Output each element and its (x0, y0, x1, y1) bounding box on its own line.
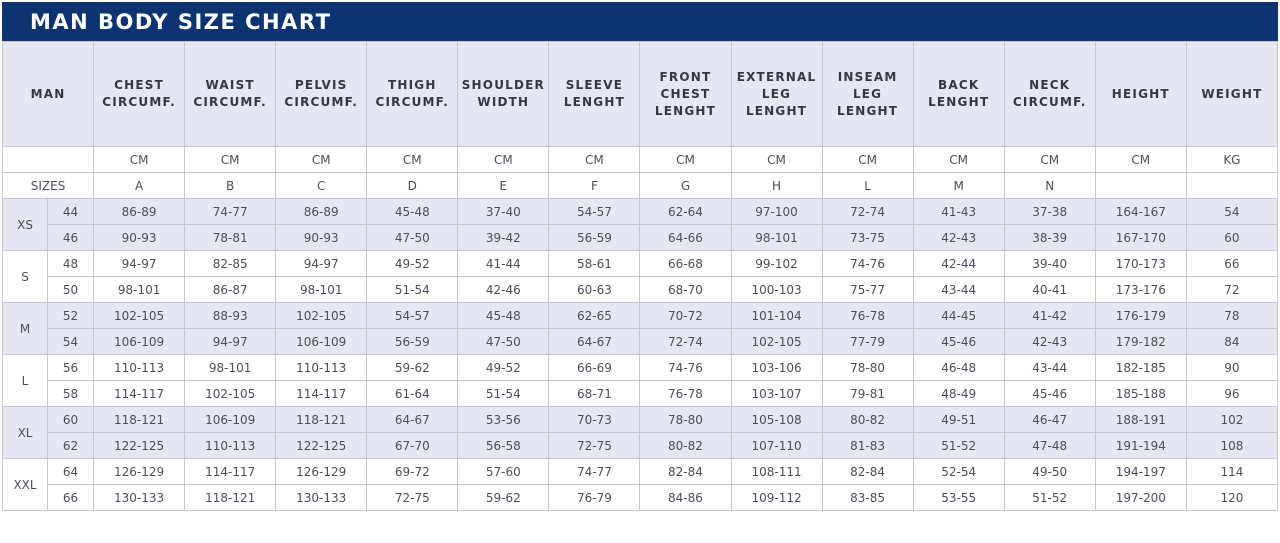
sizes-label: SIZES (3, 173, 94, 199)
value-cell: 54-57 (549, 199, 640, 225)
value-cell: 102-105 (276, 303, 367, 329)
value-cell: 44-45 (913, 303, 1004, 329)
unit-cell: CM (276, 147, 367, 173)
value-cell: 43-44 (913, 277, 1004, 303)
value-cell: 77-79 (822, 329, 913, 355)
table-row (3, 459, 1278, 485)
size-number-cell: 62 (48, 433, 94, 459)
value-cell: 57-60 (458, 459, 549, 485)
size-chart-table (2, 41, 1278, 511)
value-cell: 59-62 (367, 355, 458, 381)
unit-cell: KG (1186, 147, 1277, 173)
table-row (3, 225, 1278, 251)
letter-cell: H (731, 173, 822, 199)
value-cell: 118-121 (94, 407, 185, 433)
value-cell: 126-129 (276, 459, 367, 485)
value-cell: 82-84 (640, 459, 731, 485)
value-cell: 96 (1186, 381, 1277, 407)
value-cell: 47-50 (367, 225, 458, 251)
page-title: MAN BODY SIZE CHART (30, 10, 332, 34)
size-label-xl: XL (3, 407, 48, 459)
value-cell: 48-49 (913, 381, 1004, 407)
value-cell: 99-102 (731, 251, 822, 277)
value-cell: 173-176 (1095, 277, 1186, 303)
value-cell: 74-77 (549, 459, 640, 485)
column-header: SHOULDER WIDTH (458, 42, 549, 147)
value-cell: 103-106 (731, 355, 822, 381)
value-cell: 43-44 (1004, 355, 1095, 381)
value-cell: 130-133 (94, 485, 185, 511)
value-cell: 110-113 (94, 355, 185, 381)
value-cell: 47-50 (458, 329, 549, 355)
value-cell: 191-194 (1095, 433, 1186, 459)
value-cell: 42-43 (913, 225, 1004, 251)
value-cell: 122-125 (276, 433, 367, 459)
value-cell: 41-42 (1004, 303, 1095, 329)
size-number-cell: 46 (48, 225, 94, 251)
value-cell: 60-63 (549, 277, 640, 303)
value-cell: 49-50 (1004, 459, 1095, 485)
value-cell: 45-46 (913, 329, 1004, 355)
column-header: EXTERNAL LEG LENGHT (731, 42, 822, 147)
value-cell: 108 (1186, 433, 1277, 459)
table-row (3, 485, 1278, 511)
value-cell: 75-77 (822, 277, 913, 303)
column-header: BACK LENGHT (913, 42, 1004, 147)
value-cell: 39-40 (1004, 251, 1095, 277)
letter-cell: B (185, 173, 276, 199)
size-label-s: S (3, 251, 48, 303)
value-cell: 49-52 (367, 251, 458, 277)
value-cell: 66-69 (549, 355, 640, 381)
value-cell: 76-78 (822, 303, 913, 329)
value-cell: 114-117 (94, 381, 185, 407)
value-cell: 164-167 (1095, 199, 1186, 225)
letter-cell (1095, 173, 1186, 199)
value-cell: 74-76 (822, 251, 913, 277)
value-cell: 73-75 (822, 225, 913, 251)
value-cell: 102 (1186, 407, 1277, 433)
column-header: SLEEVE LENGHT (549, 42, 640, 147)
value-cell: 101-104 (731, 303, 822, 329)
value-cell: 47-48 (1004, 433, 1095, 459)
value-cell: 66 (1186, 251, 1277, 277)
value-cell: 86-89 (94, 199, 185, 225)
table-row (3, 355, 1278, 381)
size-number-cell: 64 (48, 459, 94, 485)
value-cell: 74-77 (185, 199, 276, 225)
size-label-xs: XS (3, 199, 48, 251)
value-cell: 45-48 (367, 199, 458, 225)
value-cell: 94-97 (94, 251, 185, 277)
value-cell: 167-170 (1095, 225, 1186, 251)
value-cell: 110-113 (185, 433, 276, 459)
size-number-cell: 44 (48, 199, 94, 225)
value-cell: 94-97 (276, 251, 367, 277)
value-cell: 72-75 (367, 485, 458, 511)
value-cell: 106-109 (94, 329, 185, 355)
value-cell: 74-76 (640, 355, 731, 381)
column-header: PELVIS CIRCUMF. (276, 42, 367, 147)
value-cell: 51-54 (367, 277, 458, 303)
value-cell: 84 (1186, 329, 1277, 355)
value-cell: 82-85 (185, 251, 276, 277)
column-header: HEIGHT (1095, 42, 1186, 147)
value-cell: 176-179 (1095, 303, 1186, 329)
letter-cell: G (640, 173, 731, 199)
column-header: FRONT CHEST LENGHT (640, 42, 731, 147)
value-cell: 194-197 (1095, 459, 1186, 485)
value-cell: 114 (1186, 459, 1277, 485)
value-cell: 78-81 (185, 225, 276, 251)
value-cell: 82-84 (822, 459, 913, 485)
value-cell: 105-108 (731, 407, 822, 433)
value-cell: 118-121 (276, 407, 367, 433)
value-cell: 41-43 (913, 199, 1004, 225)
value-cell: 179-182 (1095, 329, 1186, 355)
value-cell: 40-41 (1004, 277, 1095, 303)
value-cell: 52-54 (913, 459, 1004, 485)
unit-cell: CM (185, 147, 276, 173)
value-cell: 72-74 (640, 329, 731, 355)
value-cell: 94-97 (185, 329, 276, 355)
value-cell: 46-48 (913, 355, 1004, 381)
value-cell: 170-173 (1095, 251, 1186, 277)
value-cell: 78 (1186, 303, 1277, 329)
value-cell: 62-64 (640, 199, 731, 225)
table-row (3, 199, 1278, 225)
size-number-cell: 50 (48, 277, 94, 303)
table-row (3, 381, 1278, 407)
table-row (3, 303, 1278, 329)
value-cell: 98-101 (731, 225, 822, 251)
value-cell: 72 (1186, 277, 1277, 303)
value-cell: 54 (1186, 199, 1277, 225)
value-cell: 130-133 (276, 485, 367, 511)
value-cell: 120 (1186, 485, 1277, 511)
column-header: WEIGHT (1186, 42, 1277, 147)
units-row (3, 147, 1278, 173)
value-cell: 54-57 (367, 303, 458, 329)
size-label-xxl: XXL (3, 459, 48, 511)
value-cell: 37-38 (1004, 199, 1095, 225)
value-cell: 60 (1186, 225, 1277, 251)
value-cell: 67-70 (367, 433, 458, 459)
value-cell: 98-101 (94, 277, 185, 303)
size-number-cell: 54 (48, 329, 94, 355)
value-cell: 56-59 (367, 329, 458, 355)
value-cell: 46-47 (1004, 407, 1095, 433)
table-row (3, 251, 1278, 277)
value-cell: 58-61 (549, 251, 640, 277)
value-cell: 68-71 (549, 381, 640, 407)
value-cell: 41-44 (458, 251, 549, 277)
value-cell: 78-80 (640, 407, 731, 433)
value-cell: 106-109 (276, 329, 367, 355)
letters-row (3, 173, 1278, 199)
value-cell: 38-39 (1004, 225, 1095, 251)
value-cell: 56-58 (458, 433, 549, 459)
value-cell: 110-113 (276, 355, 367, 381)
value-cell: 76-79 (549, 485, 640, 511)
table-row (3, 329, 1278, 355)
letter-cell: N (1004, 173, 1095, 199)
value-cell: 182-185 (1095, 355, 1186, 381)
value-cell: 108-111 (731, 459, 822, 485)
unit-cell: CM (640, 147, 731, 173)
value-cell: 68-70 (640, 277, 731, 303)
value-cell: 70-73 (549, 407, 640, 433)
value-cell: 45-48 (458, 303, 549, 329)
value-cell: 56-59 (549, 225, 640, 251)
value-cell: 76-78 (640, 381, 731, 407)
value-cell: 69-72 (367, 459, 458, 485)
size-number-cell: 58 (48, 381, 94, 407)
letter-cell: E (458, 173, 549, 199)
value-cell: 106-109 (185, 407, 276, 433)
unit-cell: CM (549, 147, 640, 173)
value-cell: 80-82 (822, 407, 913, 433)
value-cell: 70-72 (640, 303, 731, 329)
value-cell: 64-67 (549, 329, 640, 355)
table-row (3, 277, 1278, 303)
value-cell: 42-43 (1004, 329, 1095, 355)
value-cell: 102-105 (185, 381, 276, 407)
title-bar (2, 2, 1278, 41)
value-cell: 45-46 (1004, 381, 1095, 407)
value-cell: 78-80 (822, 355, 913, 381)
value-cell: 42-46 (458, 277, 549, 303)
value-cell: 118-121 (185, 485, 276, 511)
value-cell: 64-66 (640, 225, 731, 251)
value-cell: 90-93 (276, 225, 367, 251)
value-cell: 88-93 (185, 303, 276, 329)
value-cell: 66-68 (640, 251, 731, 277)
value-cell: 59-62 (458, 485, 549, 511)
header-man: MAN (3, 42, 94, 147)
unit-cell: CM (1095, 147, 1186, 173)
value-cell: 107-110 (731, 433, 822, 459)
value-cell: 103-107 (731, 381, 822, 407)
column-header: NECK CIRCUMF. (1004, 42, 1095, 147)
unit-cell: CM (1004, 147, 1095, 173)
value-cell: 90-93 (94, 225, 185, 251)
value-cell: 84-86 (640, 485, 731, 511)
value-cell: 98-101 (185, 355, 276, 381)
value-cell: 39-42 (458, 225, 549, 251)
value-cell: 83-85 (822, 485, 913, 511)
value-cell: 97-100 (731, 199, 822, 225)
size-number-cell: 52 (48, 303, 94, 329)
letter-cell: F (549, 173, 640, 199)
unit-cell: CM (913, 147, 1004, 173)
value-cell: 42-44 (913, 251, 1004, 277)
value-cell: 37-40 (458, 199, 549, 225)
value-cell: 185-188 (1095, 381, 1186, 407)
value-cell: 90 (1186, 355, 1277, 381)
value-cell: 53-56 (458, 407, 549, 433)
size-number-cell: 60 (48, 407, 94, 433)
value-cell: 49-51 (913, 407, 1004, 433)
value-cell: 122-125 (94, 433, 185, 459)
value-cell: 98-101 (276, 277, 367, 303)
column-header: CHEST CIRCUMF. (94, 42, 185, 147)
value-cell: 188-191 (1095, 407, 1186, 433)
table-row (3, 407, 1278, 433)
unit-cell: CM (731, 147, 822, 173)
size-number-cell: 56 (48, 355, 94, 381)
value-cell: 114-117 (276, 381, 367, 407)
header-row (3, 42, 1278, 147)
unit-cell: CM (367, 147, 458, 173)
value-cell: 100-103 (731, 277, 822, 303)
value-cell: 102-105 (731, 329, 822, 355)
value-cell: 86-87 (185, 277, 276, 303)
letter-cell: C (276, 173, 367, 199)
value-cell: 51-52 (1004, 485, 1095, 511)
value-cell: 102-105 (94, 303, 185, 329)
unit-cell: CM (822, 147, 913, 173)
letter-cell: L (822, 173, 913, 199)
value-cell: 79-81 (822, 381, 913, 407)
value-cell: 109-112 (731, 485, 822, 511)
size-label-m: M (3, 303, 48, 355)
column-header: INSEAM LEG LENGHT (822, 42, 913, 147)
value-cell: 80-82 (640, 433, 731, 459)
units-label-cell (3, 147, 94, 173)
size-label-l: L (3, 355, 48, 407)
size-number-cell: 48 (48, 251, 94, 277)
value-cell: 197-200 (1095, 485, 1186, 511)
value-cell: 62-65 (549, 303, 640, 329)
size-number-cell: 66 (48, 485, 94, 511)
unit-cell: CM (458, 147, 549, 173)
value-cell: 61-64 (367, 381, 458, 407)
column-header: WAIST CIRCUMF. (185, 42, 276, 147)
letter-cell: A (94, 173, 185, 199)
value-cell: 86-89 (276, 199, 367, 225)
value-cell: 64-67 (367, 407, 458, 433)
value-cell: 72-74 (822, 199, 913, 225)
value-cell: 114-117 (185, 459, 276, 485)
value-cell: 51-54 (458, 381, 549, 407)
value-cell: 81-83 (822, 433, 913, 459)
unit-cell: CM (94, 147, 185, 173)
value-cell: 72-75 (549, 433, 640, 459)
table-row (3, 433, 1278, 459)
value-cell: 126-129 (94, 459, 185, 485)
letter-cell (1186, 173, 1277, 199)
value-cell: 53-55 (913, 485, 1004, 511)
letter-cell: M (913, 173, 1004, 199)
value-cell: 49-52 (458, 355, 549, 381)
value-cell: 51-52 (913, 433, 1004, 459)
table-body (3, 147, 1278, 511)
letter-cell: D (367, 173, 458, 199)
column-header: THIGH CIRCUMF. (367, 42, 458, 147)
